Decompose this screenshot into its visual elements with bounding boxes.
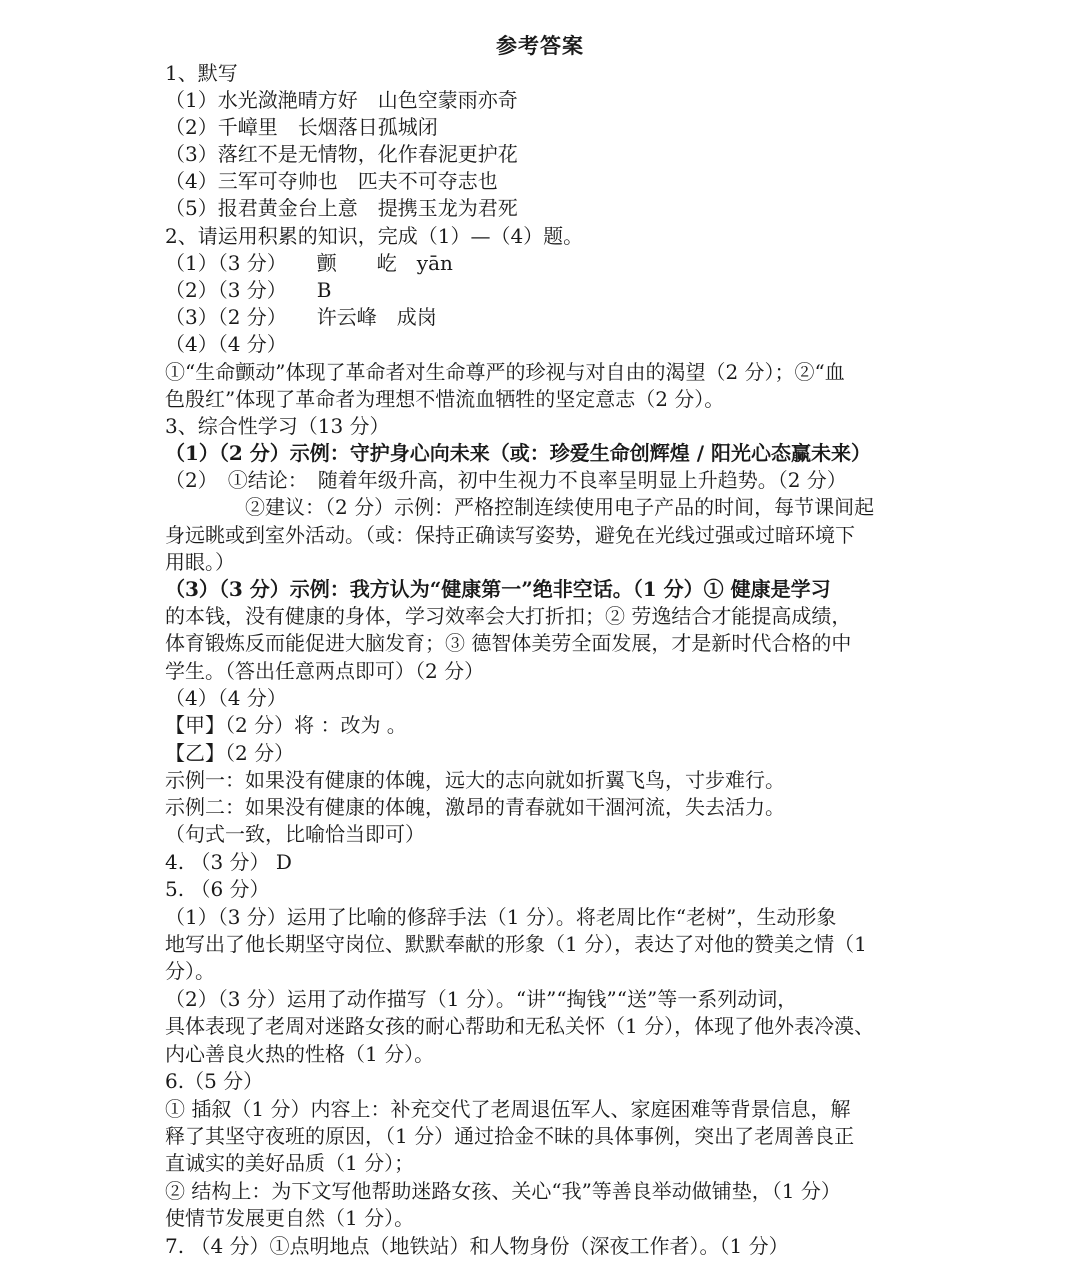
answer-line: 用眼。） bbox=[165, 550, 235, 574]
answer-line: （3）（3 分）示例：我方认为“健康第一”绝非空话。（1 分）① 健康是学习 bbox=[165, 577, 831, 601]
answer-line: 7. （4 分）①点明地点（地铁站）和人物身份（深夜工作者）。（1 分） bbox=[165, 1234, 789, 1258]
answer-line: 直诚实的美好品质（1 分）； bbox=[165, 1151, 415, 1175]
answer-line: （5）报君黄金台上意 提携玉龙为君死 bbox=[165, 196, 518, 220]
answer-line: ①“生命颤动”体现了革命者对生命尊严的珍视与对自由的渴望（2 分）；②“血 bbox=[165, 360, 845, 384]
answer-line: 6.（5 分） bbox=[165, 1069, 264, 1093]
answer-line: （2）（3 分）运用了动作描写（1 分）。“讲”“掏钱”“送”等一系列动词， bbox=[165, 987, 798, 1011]
answer-line: 使情节发展更自然（1 分）。 bbox=[165, 1206, 415, 1230]
answer-line: （1）水光潋滟晴方好 山色空蒙雨亦奇 bbox=[165, 88, 518, 112]
section-heading: 3、综合性学习（13 分） bbox=[165, 414, 390, 438]
answer-line: 身远眺或到室外活动。（或：保持正确读写姿势，避免在光线过强或过暗环境下 bbox=[165, 523, 855, 547]
answer-line: 示例一：如果没有健康的体魄，远大的志向就如折翼飞鸟，寸步难行。 bbox=[165, 768, 785, 792]
answer-line: （2） ①结论： 随着年级升高，初中生视力不良率呈明显上升趋势。（2 分） bbox=[165, 468, 847, 492]
answer-line: 的本钱，没有健康的身体，学习效率会大打折扣；② 劳逸结合才能提高成绩， bbox=[165, 604, 852, 628]
answer-line: 【甲】（2 分）将 ：改为 。 bbox=[165, 713, 407, 737]
answer-line: ②建议：（2 分）示例：严格控制连续使用电子产品的时间，每节课间起 bbox=[165, 495, 875, 519]
answer-line: （3）（2 分） 许云峰 成岗 bbox=[165, 305, 437, 329]
answer-line: 地写出了他长期坚守岗位、默默奉献的形象（1 分），表达了对他的赞美之情（1 bbox=[165, 932, 867, 956]
answer-line: ① 插叙（1 分）内容上：补充交代了老周退伍军人、家庭困难等背景信息，解 bbox=[165, 1097, 851, 1121]
answer-line: 色殷红”体现了革命者为理想不惜流血牺牲的坚定意志（2 分）。 bbox=[165, 387, 725, 411]
answer-line: （句式一致，比喻恰当即可） bbox=[165, 822, 425, 846]
answer-line: （4）三军可夺帅也 匹夫不可夺志也 bbox=[165, 169, 498, 193]
answer-line: 释了其坚守夜班的原因，（1 分）通过拾金不昧的具体事例，突出了老周善良正 bbox=[165, 1124, 855, 1148]
answer-line: 5. （6 分） bbox=[165, 877, 270, 901]
answer-line: 分）。 bbox=[165, 959, 215, 983]
answer-line: ② 结构上：为下文写他帮助迷路女孩、关心“我”等善良举动做铺垫，（1 分） bbox=[165, 1179, 841, 1203]
answer-line: （1）（2 分）示例：守护身心向未来（或：珍爱生命创辉煌 / 阳光心态赢未来） bbox=[165, 441, 872, 465]
answer-line: 内心善良火热的性格（1 分）。 bbox=[165, 1042, 435, 1066]
page-title: 参考答案 bbox=[496, 33, 584, 58]
answer-line: （1）（3 分）运用了比喻的修辞手法（1 分）。将老周比作“老树”，生动形象 bbox=[165, 905, 837, 929]
answer-line: （4）（4 分） bbox=[165, 332, 287, 356]
answer-line: （2）（3 分） B bbox=[165, 278, 332, 302]
answer-line: （1）（3 分） 颤 屹 yān bbox=[165, 251, 453, 275]
answer-line: 体育锻炼反而能促进大脑发育；③ 德智体美劳全面发展，才是新时代合格的中 bbox=[165, 631, 852, 655]
answer-line: （3）落红不是无情物，化作春泥更护花 bbox=[165, 142, 518, 166]
answer-line: （2）千嶂里 长烟落日孤城闭 bbox=[165, 115, 438, 139]
answer-line: （4）（4 分） bbox=[165, 686, 287, 710]
answer-line: 示例二：如果没有健康的体魄，激昂的青春就如干涸河流，失去活力。 bbox=[165, 795, 785, 819]
answer-line: 4. （3 分） D bbox=[165, 850, 292, 874]
answer-line: 【乙】（2 分） bbox=[165, 741, 295, 765]
answer-line: 具体表现了老周对迷路女孩的耐心帮助和无私关怀（1 分），体现了他外表冷漠、 bbox=[165, 1014, 875, 1038]
section-heading: 1、默写 bbox=[165, 61, 238, 85]
section-heading: 2、请运用积累的知识，完成（1）—（4）题。 bbox=[165, 224, 584, 248]
answer-line: 学生。（答出任意两点即可）（2 分） bbox=[165, 659, 485, 683]
